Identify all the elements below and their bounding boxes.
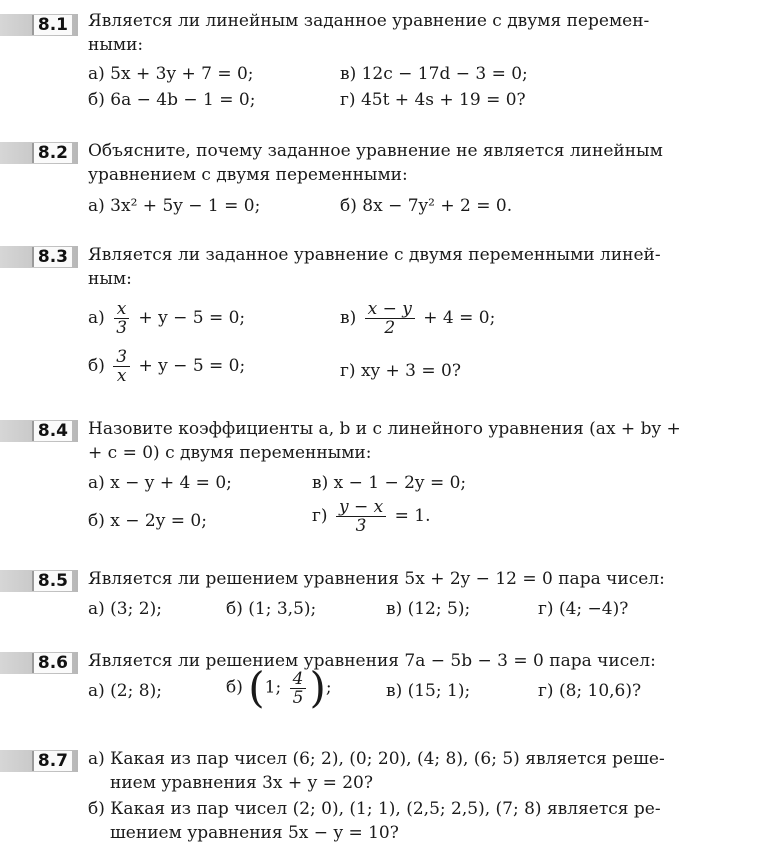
equation-a: а) 3x² + 5y − 1 = 0; (88, 196, 261, 216)
problem-text: Назовите коэффициенты a, b и c линейного уравнения (ax + by + (88, 419, 681, 439)
problem-text: Является ли решением уравнения 7a − 5b − 3 = 0 пара чисел: (88, 651, 656, 671)
problem-number: 8.3 (0, 246, 78, 268)
problem-text: ными: (88, 35, 144, 55)
problem-number: 8.2 (0, 142, 78, 164)
equation-a: а) 5x + 3y + 7 = 0; (88, 64, 254, 84)
subproblem-a: а) Какая из пар чисел (6; 2), (0; 20), (4; 8), (6; 5) является реше- (88, 749, 665, 769)
fraction: $\frac{4}{5}$ (290, 670, 307, 707)
equation-b: б) 8x − 7y² + 2 = 0. (340, 196, 513, 216)
pair-b: б) (1; 3,5); (226, 599, 317, 619)
pair-v: в) (12; 5); (386, 599, 471, 619)
problem-text: + c = 0) с двумя переменными: (88, 443, 372, 463)
problem-text: Является ли решением уравнения 5x + 2y − 12 = 0 пара чисел: (88, 569, 665, 589)
problem-number: 8.6 (0, 652, 78, 674)
pair-b: б) (1; $\frac{4}{5}$ ); (226, 663, 332, 712)
equation-v: в) x − 1 − 2y = 0; (312, 473, 467, 493)
equation-g: г) 45t + 4s + 19 = 0? (340, 90, 526, 110)
fraction: $\frac{x}{3}$ (113, 300, 130, 337)
equation-g: г) $\frac{y - x}{3}$ = 1. (312, 497, 431, 536)
subproblem-b: б) Какая из пар чисел (2; 0), (1; 1), (2,5; 2,5), (7; 8) является ре- (88, 799, 661, 819)
equation-a: а) x − y + 4 = 0; (88, 473, 232, 493)
equation-b: б) x − 2y = 0; (88, 511, 207, 531)
problem-number: 8.7 (0, 750, 78, 772)
pair-a: а) (3; 2); (88, 599, 162, 619)
problem-text: уравнением с двумя переменными: (88, 165, 408, 185)
equation-v: в) 12c − 17d − 3 = 0; (340, 64, 528, 84)
fraction: $\frac{3}{x}$ (113, 348, 130, 385)
subproblem-b: шением уравнения 5x − y = 10? (110, 823, 399, 843)
problem-number: 8.5 (0, 570, 78, 592)
fraction: $\frac{x - y}{2}$ (365, 300, 415, 337)
pair-a: а) (2; 8); (88, 681, 162, 701)
problem-text: ным: (88, 269, 132, 289)
pair-g: г) (4; −4)? (538, 599, 629, 619)
equation-g: г) xy + 3 = 0? (340, 361, 461, 381)
pair-g: г) (8; 10,6)? (538, 681, 642, 701)
fraction: $\frac{y - x}{3}$ (336, 498, 386, 535)
pair-v: в) (15; 1); (386, 681, 471, 701)
problem-text: Объясните, почему заданное уравнение не является линейным (88, 141, 663, 161)
problem-number: 8.4 (0, 420, 78, 442)
problem-text: Является ли линейным заданное уравнение с двумя перемен- (88, 11, 650, 31)
equation-b: б) $\frac{3}{x}$ + y − 5 = 0; (88, 347, 246, 386)
equation-v: в) $\frac{x - y}{2}$ + 4 = 0; (340, 299, 496, 338)
subproblem-a: нием уравнения 3x + y = 20? (110, 773, 373, 793)
problem-text: Является ли заданное уравнение с двумя переменными линей- (88, 245, 661, 265)
problem-number: 8.1 (0, 14, 78, 36)
equation-b: б) 6a − 4b − 1 = 0; (88, 90, 256, 110)
equation-a: а) $\frac{x}{3}$ + y − 5 = 0; (88, 299, 246, 338)
